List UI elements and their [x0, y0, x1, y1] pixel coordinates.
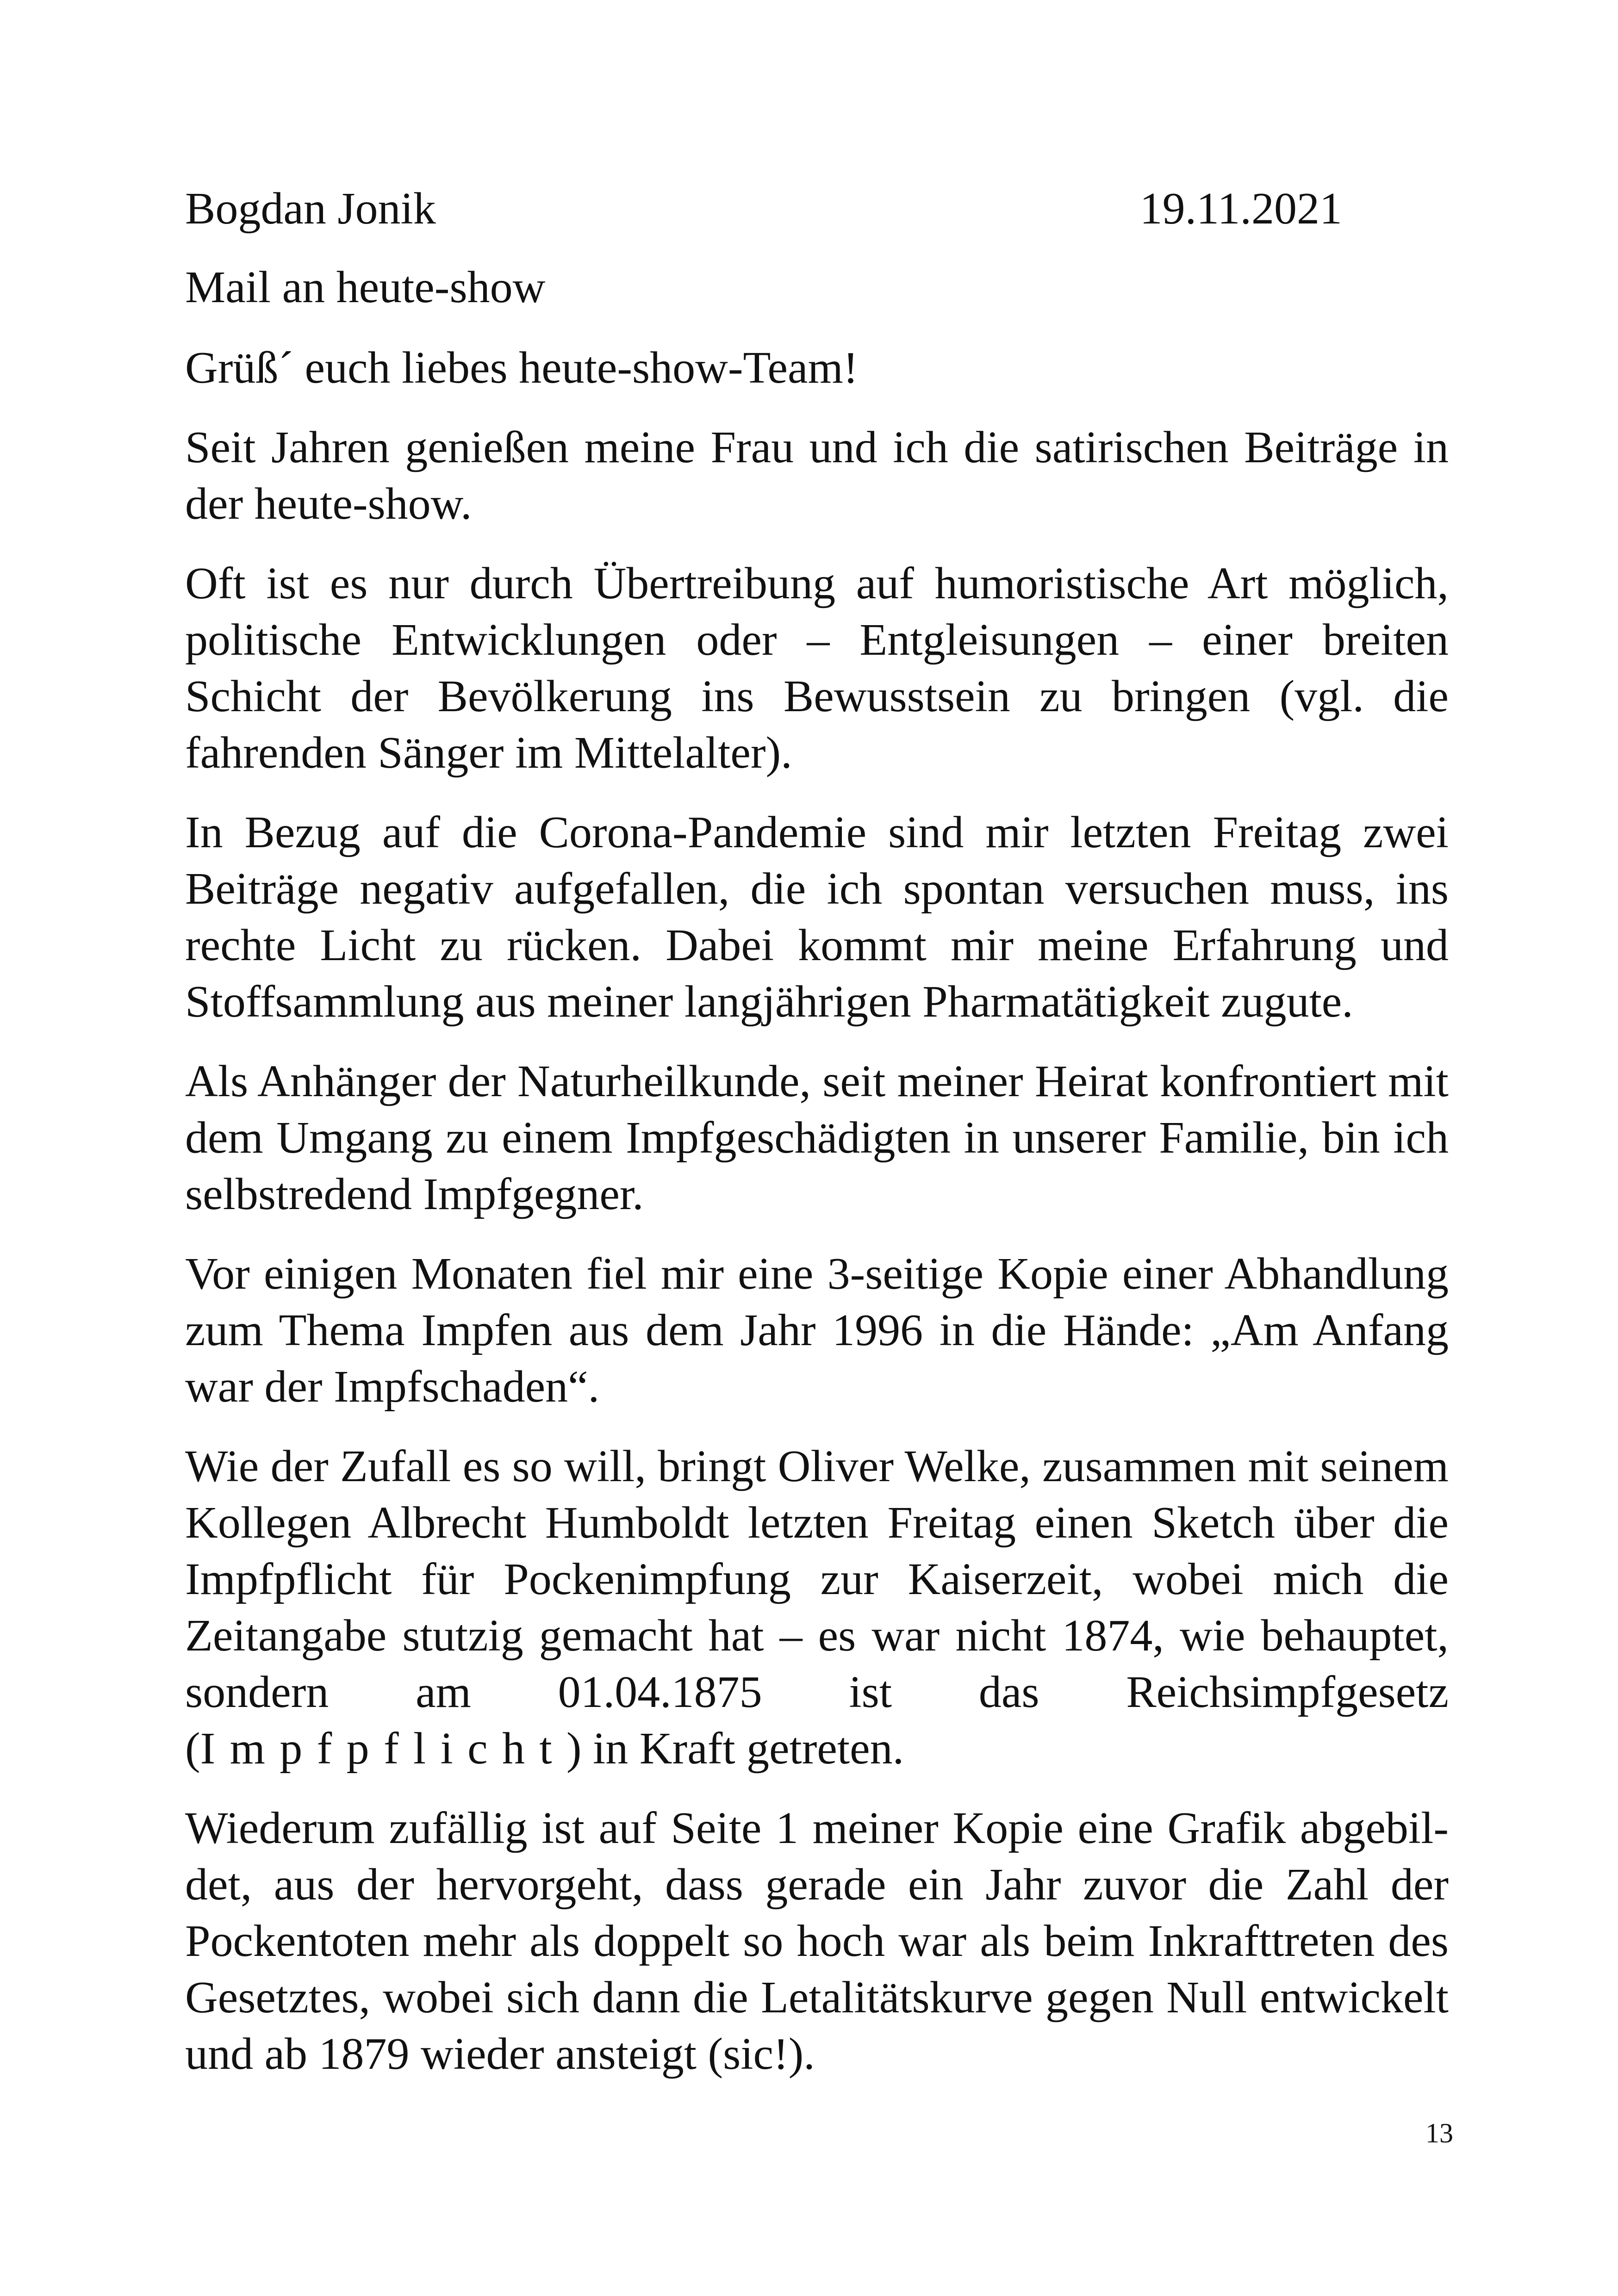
paragraph: Als Anhänger der Naturheilkunde, seit meiner Heirat konfrontiert mit dem Umgang zu einem Impfgeschädigten in unserer Familie, bin ich selbstredend Impfgegner.: [185, 1056, 1449, 1219]
paragraph: Oft ist es nur durch Übertreibung auf humoristische Art möglich, politische Entwicklungen oder – Entgleisungen – einer breiten Schicht der Bevölkerung ins Bewusstsein zu bringen (vgl. die fahrenden Sänger im Mittelalter).: [185, 558, 1449, 778]
page-number: 13: [1425, 2118, 1453, 2148]
paragraph: Vor einigen Monaten fiel mir eine 3-seitige Kopie einer Abhandlung zum Thema Impfen aus dem Jahr 1996 in die Hände: „Am Anfang war der Impfschaden“.: [185, 1249, 1449, 1412]
paragraph: In Bezug auf die Corona-Pandemie sind mir letzten Freitag zwei Beiträge negativ aufgefallen, die ich spontan versuchen muss, ins rechte Licht zu rücken. Dabei kommt mir meine Erfahrung und Stoffsammlung aus meiner langjährigen Pharmatätigkeit zugute.: [185, 807, 1449, 1027]
paragraph-text: ) in Kraft getreten.: [566, 1724, 904, 1774]
spaced-term: Impfpflicht: [200, 1724, 566, 1774]
paragraph-chart-reference: Wiederum zufällig ist auf Seite 1 meiner Kopie eine Grafik abgebildet, aus der hervorgeht, dass gerade ein Jahr zuvor die Zahl der Pockentoten mehr als doppelt so hoch war als beim Inkrafttreten des Gesetztes, wobei sich dann die Letalitätskurve gegen Null entwickelt und ab 1879 wieder ansteigt (sic!).: [185, 1803, 1449, 2079]
paragraph-welke-sketch: [185, 1438, 1449, 1777]
letter-body: [185, 180, 1449, 2082]
paragraph-text: Wie der Zufall es so will, bringt Oliver Welke, zusammen mit seinem Kollegen Albrecht Humboldt letzten Freitag einen Sketch über die Impfpflicht für Pockenimpfung zur Kaiserzeit, wobei mich die Zeitangabe stutzig gemacht hat – es war nicht 1874, wie behauptet, sondern am 01.04.1875 ist das Reichsimpfgesetz (: [185, 1441, 1449, 1774]
author-name: Bogdan Jonik: [185, 184, 436, 234]
letter-greeting: Grüß´ euch liebes heute-show-Team!: [185, 343, 859, 393]
letter-subject: Mail an heute-show: [185, 262, 546, 312]
paragraph: Seit Jahren genießen meine Frau und ich die satirischen Beiträge in der heute-show.: [185, 422, 1449, 529]
letter-date: 19.11.2021: [1139, 184, 1342, 234]
letter-header: [185, 180, 1342, 237]
